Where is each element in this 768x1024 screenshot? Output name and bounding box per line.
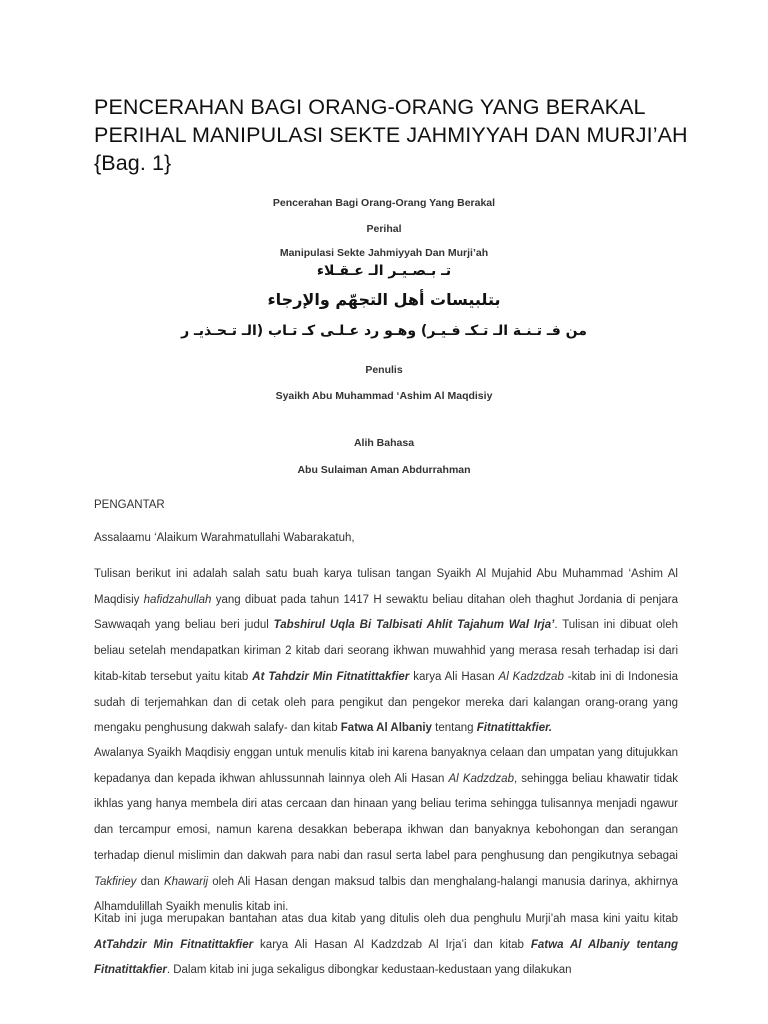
text-run-italic: Al Kadzdzab: [448, 772, 514, 785]
book-title: At Tahdzir Min Fitnatittakfier: [252, 670, 410, 683]
arabic-title-line-1: تـ بـصـيـر الـ عـقـلاء: [316, 263, 452, 279]
text-run: Awalanya Syaikh Maqdisiy enggan untuk menulis kitab ini karena banyaknya celaan dan umpatan yang ditujukkan kepadanya dan kepada ikhwan ahlussunnah lainnya oleh Ali Hasan: [94, 747, 678, 785]
author-label: Penulis: [365, 364, 403, 376]
book-title: Fatwa Al Albaniy: [340, 722, 432, 735]
text-run: . Tulisan ini dibuat oleh beliau setelah mendapatkan kiriman 2 kitab dari seorang ikhwan muwahhid yang merasa resah terhadap isi dari kitab-kitab tersebut yaitu kitab: [94, 619, 678, 683]
arabic-title-line-3: من فـ تـنـة الـ تـكـ فـيـر) وهـو رد عـلـى كـ تـاب (الـ تـحـذيـ ر: [181, 323, 587, 339]
paragraph-1: [94, 562, 678, 742]
subtitle-line-2: Perihal: [366, 223, 402, 235]
text-run: tentang: [431, 722, 477, 735]
book-title: Fitnatittakfier.: [476, 722, 553, 735]
text-run: karya Ali Hasan Al Kadzdzab Al Irja’i dan kitab: [253, 938, 531, 951]
author-name: Syaikh Abu Muhammad ‘Ashim Al Maqdisiy: [275, 390, 493, 402]
subtitle-line-1: Pencerahan Bagi Orang-Orang Yang Berakal: [272, 197, 496, 209]
text-run: . Dalam kitab ini juga sekaligus dibongkar kedustaan-kedustaan yang dilakukan: [166, 964, 572, 977]
text-run: karya Ali Hasan: [409, 670, 499, 683]
section-heading-pengantar: PENGANTAR: [94, 499, 165, 511]
paragraph-2: [94, 741, 678, 921]
text-run: oleh Ali Hasan dengan maksud talbis dan menghalang-halangi manusia darinya, akhirnya Alhamdulillah Syaikh menulis kitab ini.: [94, 875, 678, 914]
greeting: Assalaamu ‘Alaikum Warahmatullahi Wabarakatuh,: [94, 532, 355, 544]
paragraph-3: [94, 907, 678, 984]
text-run: Kitab ini juga merupakan bantahan atas dua kitab yang ditulis oleh dua penghulu Murji’ah masa kini yaitu kitab: [94, 913, 678, 925]
book-title: AtTahdzir Min Fitnatittakfier: [94, 938, 254, 951]
text-run: Tulisan berikut ini adalah salah satu buah karya tulisan tangan Syaikh Al Mujahid Abu Muhammad ‘Ashim Al Maqdisiy: [94, 568, 678, 606]
text-run-italic: Khawarij: [163, 875, 209, 888]
subtitle-line-3: Manipulasi Sekte Jahmiyyah Dan Murji’ah: [279, 247, 489, 259]
arabic-title-line-2: بتلبيسات أهل التجهّم والإرجاء: [267, 290, 501, 309]
book-title: Fatwa Al Albaniy tentang Fitnatittakfier: [94, 938, 678, 977]
text-run: dan: [136, 875, 164, 888]
document-title: PENCERAHAN BAGI ORANG-ORANG YANG BERAKAL PERIHAL MANIPULASI SEKTE JAHMIYYAH DAN MURJI’AH {Bag. 1}: [94, 95, 688, 175]
text-run-italic: Takfiriey: [94, 875, 137, 888]
translator-label: Alih Bahasa: [353, 437, 415, 449]
text-run-italic: hafidzahullah: [143, 593, 212, 606]
translator-name: Abu Sulaiman Aman Abdurrahman: [297, 464, 471, 476]
text-run: , sehingga beliau khawatir tidak ikhlas yang hanya membela diri atas cercaan dan hinaan yang beliau terima sehingga tulisannya menjadi ngawur dan tercampur emosi, namun karena desakkan beberapa ikhwan dan banyaknya kebohongan dan serangan terhadap dienul mislimin dan dakwah para nabi dan rasul serta label para penghusung dan pengikutnya sebagai: [94, 772, 678, 862]
text-run: -kitab ini di Indonesia sudah di terjemahkan dan di cetak oleh para pengikut dan pengekor mereka dari kalangan orang-orang yang mengaku penghusung dakwah salafy- dan kitab: [94, 670, 679, 735]
book-title: Tabshirul Uqla Bi Talbisati Ahlit Tajahum Wal Irja’: [273, 619, 555, 632]
text-run: yang dibuat pada tahun 1417 H sewaktu beliau ditahan oleh thaghut Jordania di penjara Sawwaqah yang beliau beri judul: [94, 593, 678, 632]
text-run-italic: Al Kadzdzab: [498, 670, 564, 683]
